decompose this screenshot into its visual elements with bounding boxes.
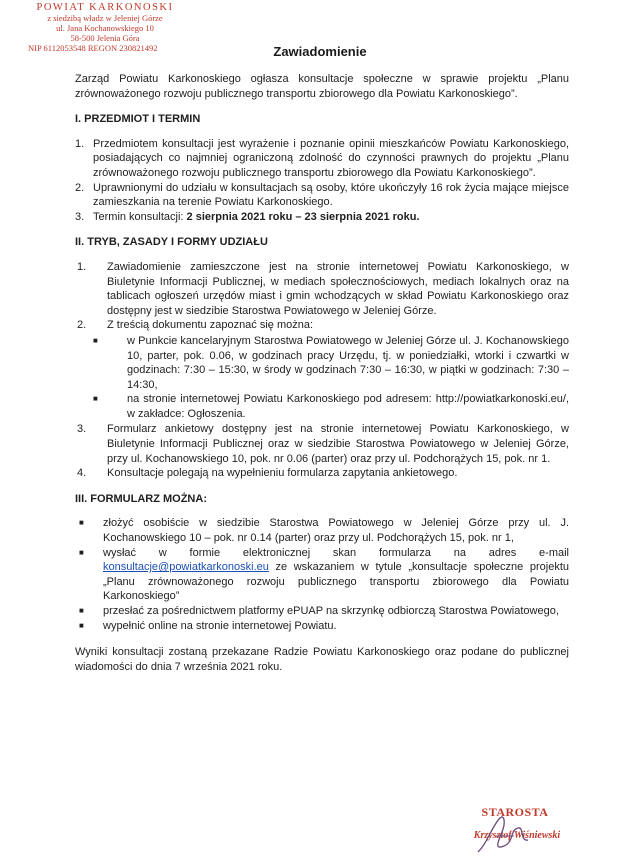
square-bullet-icon: ■: [79, 518, 84, 528]
item-text: Konsultacje polegają na wypełnieniu formularza zapytania ankietowego.: [107, 467, 458, 480]
closing-paragraph: Wyniki konsultacji zostaną przekazane Radzie Powiatu Karkonoskiego oraz podane do publicznej wiadomości do dnia 7 września 2021 roku.: [75, 646, 569, 673]
item-text: Formularz ankietowy dostępny jest na stronie internetowej Powiatu Karkonoskiego, w Biuletynie Informacji Publicznej oraz w siedzibie Starostwa Powiatowego w Jeleniej Górze, przy ul. Kochanowskiego 10, pok. nr 0.06 (parter) oraz przy ul. Podchorążych 15, pok. nr 1.: [107, 423, 569, 465]
item-text-post: ze wskazaniem w tytule „konsultacje społeczne projektu „Planu zrównoważonego rozwoju publicznego transportu zbiorowego dla Powiatu Karkonoskiego”: [103, 561, 569, 603]
item-text: Przedmiotem konsultacji jest wyrażenie i poznanie opinii mieszkańców Powiatu Karkonoskiego, posiadających co najmniej ograniczoną zdolność do czynności prawnych do projektu „Planu zrównoważonego rozwoju publicznego transportu zbiorowego dla Powiatu Karkonoskiego”.: [93, 137, 569, 179]
handwritten-signature-icon: [470, 812, 540, 860]
stamp-line-4: 58-500 Jelenia Góra: [70, 33, 140, 43]
square-bullet-icon: ■: [93, 335, 98, 345]
item-text: Zawiadomienie zamieszczone jest na stronie internetowej Powiatu Karkonoskiego, w Biuletynie Informacji Publicznej, w mediach społecznościowych, mediach lokalnych oraz na tablicach ogłoszeń urzędów miast i gmin wchodzących w skład Powiatu Karkonoskiego oraz dostępny jest w siedzibie Starostwa Powiatowego w Jeleniej Górze.: [107, 260, 569, 317]
intro-paragraph: Zarząd Powiatu Karkonoskiego ogłasza konsultacje społeczne w sprawie projektu „Planu zrównoważonego rozwoju publicznego transportu zbiorowego dla Powiatu Karkonoskiego”.: [75, 73, 569, 100]
document-body: [75, 72, 569, 674]
item-text: wypełnić online na stronie internetowej Powiatu.: [103, 619, 337, 632]
stamp-line-1: POWIAT KARKONOSKI: [36, 2, 174, 13]
item-number: 1.: [75, 137, 85, 150]
item-text: przesłać za pośrednictwem platformy ePUAP na skrzynkę odbiorczą Starostwa Powiatowego,: [103, 605, 559, 617]
sub-item-text: w Punkcie kancelaryjnym Starostwa Powiatowego w Jeleniej Górze ul. J. Kochanowskiego 10, parter, pok. 0.06, w godzinach pracy Urzędu, tj. w poniedziałki, wtorki i czwartki w godzinach: 7:30 – 15:30, w środy w godzinach 7:30 – 16:30, w piątki w godzinach: 7:30 – 14:30,: [127, 334, 569, 391]
section-1-heading: I. PRZEDMIOT I TERMIN: [75, 113, 201, 126]
list-item: [75, 466, 569, 481]
stamp-line-2: z siedzibą władz w Jeleniej Górze: [47, 13, 163, 23]
item-number: 2.: [75, 181, 85, 194]
item-text: złożyć osobiście w siedzibie Starostwa Powiatowego w Jeleniej Górze przy ul. J. Kochanowskiego 10 – pok. nr 0.14 (parter) oraz przy ul. Podchorążych 15, pok. nr 1,: [103, 517, 569, 545]
section-2-list: [75, 260, 569, 481]
sub-list-item: [75, 334, 569, 392]
square-bullet-icon: ■: [79, 547, 84, 557]
section-3-heading: III. FORMULARZ MOŻNA:: [75, 492, 207, 505]
list-item: [75, 516, 569, 545]
list-item: [75, 137, 569, 181]
email-link[interactable]: konsultacje@powiatkarkonoski.eu: [103, 561, 269, 574]
list-item: [75, 546, 569, 604]
item-number: 3.: [75, 210, 85, 223]
item-text: Termin konsultacji:: [93, 210, 187, 223]
stamp-line-5: NIP 6112053548 REGON 230821492: [28, 43, 158, 53]
item-number: 1.: [77, 260, 87, 273]
list-item: [75, 181, 569, 210]
stamp-line-3: ul. Jana Kochanowskiego 10: [56, 23, 154, 33]
section-3-list: [75, 516, 569, 633]
list-item: [75, 619, 569, 634]
square-bullet-icon: ■: [79, 620, 84, 630]
item-number: 2.: [77, 319, 87, 332]
list-item: [75, 604, 569, 619]
sub-list: [75, 334, 569, 422]
item-text: Z treścią dokumentu zapoznać się można:: [107, 319, 314, 332]
square-bullet-icon: ■: [93, 394, 98, 404]
sub-list-item: [75, 392, 569, 421]
consultation-dates: 2 sierpnia 2021 roku – 23 sierpnia 2021 roku.: [186, 210, 420, 223]
list-item: [75, 260, 569, 318]
square-bullet-icon: ■: [79, 606, 84, 615]
signature-name: Krzysztof Wiśniewski: [473, 830, 561, 841]
item-text-pre: wysłać w formie elektronicznej skan formularza na adres e-mail: [103, 546, 569, 559]
list-item: [75, 210, 569, 225]
sub-item-text: na stronie internetowej Powiatu Karkonoskiego pod adresem: http://powiatkarkonoski.eu/, w zakładce: Ogłoszenia.: [127, 393, 569, 420]
item-number: 3.: [77, 423, 87, 436]
section-2-heading: II. TRYB, ZASADY I FORMY UDZIAŁU: [75, 236, 268, 249]
item-text: Uprawnionymi do udziału w konsultacjach są osoby, które ukończyły 16 rok życia mające miejsce zamieszkania na terenie Powiatu Karkonoskiego.: [93, 181, 569, 209]
document-title: Zawiadomienie: [273, 44, 367, 59]
list-item: [75, 422, 569, 466]
item-number: 4.: [77, 467, 87, 480]
section-1-list: [75, 137, 569, 225]
list-item: [75, 318, 569, 333]
signature-title: STAROSTA: [481, 805, 549, 819]
